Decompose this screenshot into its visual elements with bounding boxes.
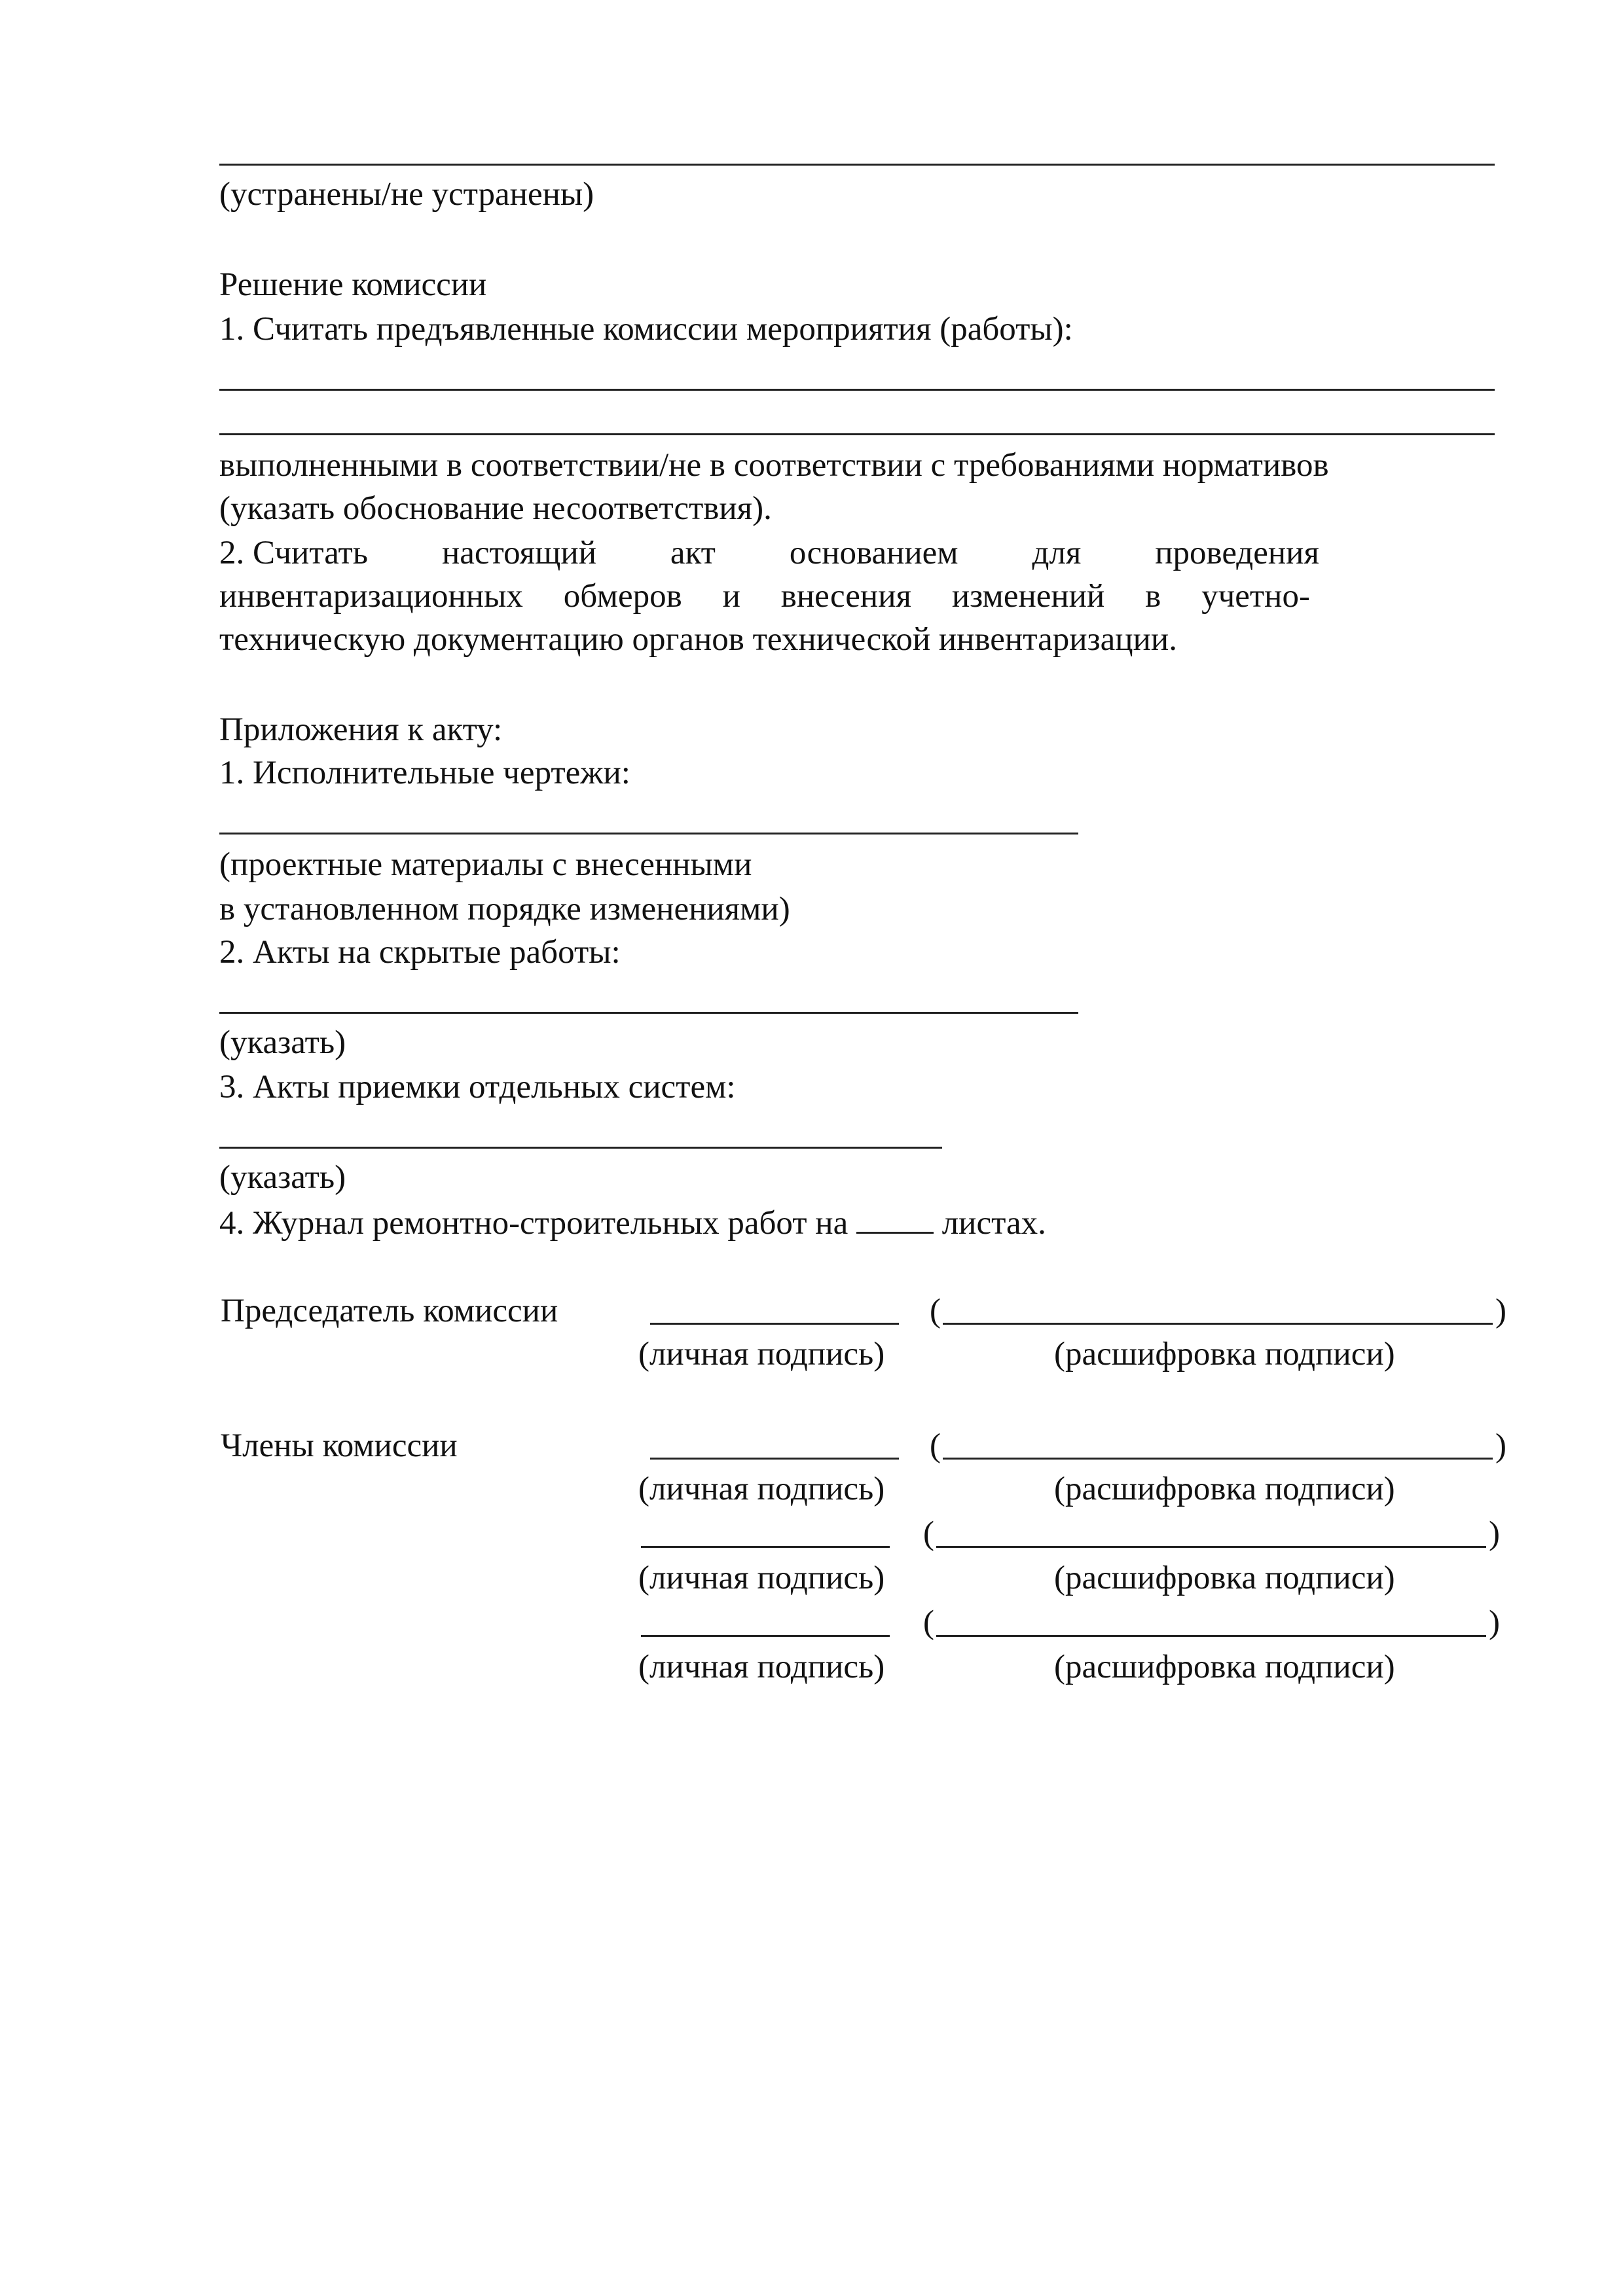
member-1-decoding-line[interactable] <box>943 1458 1493 1460</box>
open-paren: ( <box>923 1515 934 1552</box>
decision-item-2-line-1 <box>219 537 1319 570</box>
decision-item-1-fill-line-1[interactable] <box>219 389 1495 391</box>
decision-item-1-continuation-2: (указать обоснование несоответствия). <box>219 490 772 527</box>
decision-item-1: 1. Считать предъявленные комиссии мероприятия (работы): <box>219 311 1073 348</box>
chair-decoding-line[interactable] <box>943 1323 1493 1325</box>
attachments-item-2-caption: (указать) <box>219 1024 346 1061</box>
open-paren: ( <box>923 1604 934 1641</box>
decision-item-2-word: обмеров <box>563 578 682 615</box>
signature-caption: (личная подпись) <box>638 1471 885 1507</box>
decision-heading: Решение комиссии <box>219 266 487 303</box>
signature-caption: (личная подпись) <box>638 1560 885 1596</box>
decision-item-2-word: проведения <box>1155 535 1319 571</box>
attachments-item-1-caption-1: (проектные материалы с внесенными <box>219 846 752 883</box>
close-paren: ) <box>1489 1604 1500 1641</box>
sheet-count-field[interactable] <box>856 1206 934 1234</box>
close-paren: ) <box>1495 1293 1506 1329</box>
chair-label: Председатель комиссии <box>221 1293 558 1329</box>
decision-item-2-word: основанием <box>789 535 958 571</box>
decision-item-1-continuation-1: выполненными в соответствии/не в соответствии с требованиями нормативов <box>219 447 1329 484</box>
attachments-item-1: 1. Исполнительные чертежи: <box>219 755 630 791</box>
decision-item-2-line-2 <box>219 580 1310 613</box>
chair-signature-line[interactable] <box>650 1323 899 1325</box>
defects-fill-line[interactable] <box>219 164 1495 166</box>
members-label: Члены комиссии <box>221 1427 458 1464</box>
attachments-item-3-fill-line[interactable] <box>219 1147 942 1149</box>
decision-item-2-line-3: техническую документацию органов технической инвентаризации. <box>219 621 1177 658</box>
attachments-item-1-fill-line[interactable] <box>219 833 1078 834</box>
member-3-signature-line[interactable] <box>641 1635 890 1637</box>
decoding-caption: (расшифровка подписи) <box>1054 1471 1395 1507</box>
open-paren: ( <box>930 1293 941 1329</box>
attachments-item-2: 2. Акты на скрытые работы: <box>219 934 621 971</box>
attachments-heading: Приложения к акту: <box>219 711 503 748</box>
decoding-caption: (расшифровка подписи) <box>1054 1560 1395 1596</box>
member-2-signature-line[interactable] <box>641 1546 890 1548</box>
decoding-caption: (расшифровка подписи) <box>1054 1336 1395 1372</box>
member-1-signature-line[interactable] <box>650 1458 899 1460</box>
close-paren: ) <box>1495 1427 1506 1464</box>
decision-item-2-word: настоящий <box>441 535 596 571</box>
attachments-item-4 <box>219 1206 1046 1240</box>
signature-caption: (личная подпись) <box>638 1336 885 1372</box>
attachments-item-1-caption-2: в установленном порядке изменениями) <box>219 891 790 927</box>
member-2-decoding-line[interactable] <box>936 1546 1486 1548</box>
close-paren: ) <box>1489 1515 1500 1552</box>
signature-caption: (личная подпись) <box>638 1649 885 1685</box>
decision-item-2-word: инвентаризационных <box>219 578 523 615</box>
attachments-item-4-suffix: листах. <box>941 1205 1046 1242</box>
decision-item-2-word: акт <box>670 535 716 571</box>
decision-item-2-word: 2. Считать <box>219 535 369 571</box>
decision-item-2-word: внесения <box>780 578 911 615</box>
decoding-caption: (расшифровка подписи) <box>1054 1649 1395 1685</box>
member-3-decoding-line[interactable] <box>936 1635 1486 1637</box>
decision-item-2-word: и <box>722 578 740 615</box>
defects-caption: (устранены/не устранены) <box>219 176 594 213</box>
decision-item-2-word: в <box>1145 578 1161 615</box>
attachments-item-2-fill-line[interactable] <box>219 1012 1078 1014</box>
attachments-item-3-caption: (указать) <box>219 1159 346 1196</box>
decision-item-2-word: изменений <box>951 578 1105 615</box>
open-paren: ( <box>930 1427 941 1464</box>
decision-item-2-word: учетно- <box>1201 578 1310 615</box>
attachments-item-4-prefix: 4. Журнал ремонтно-строительных работ на <box>219 1205 848 1242</box>
decision-item-2-word: для <box>1032 535 1082 571</box>
decision-item-1-fill-line-2[interactable] <box>219 433 1495 435</box>
attachments-item-3: 3. Акты приемки отдельных систем: <box>219 1069 736 1105</box>
